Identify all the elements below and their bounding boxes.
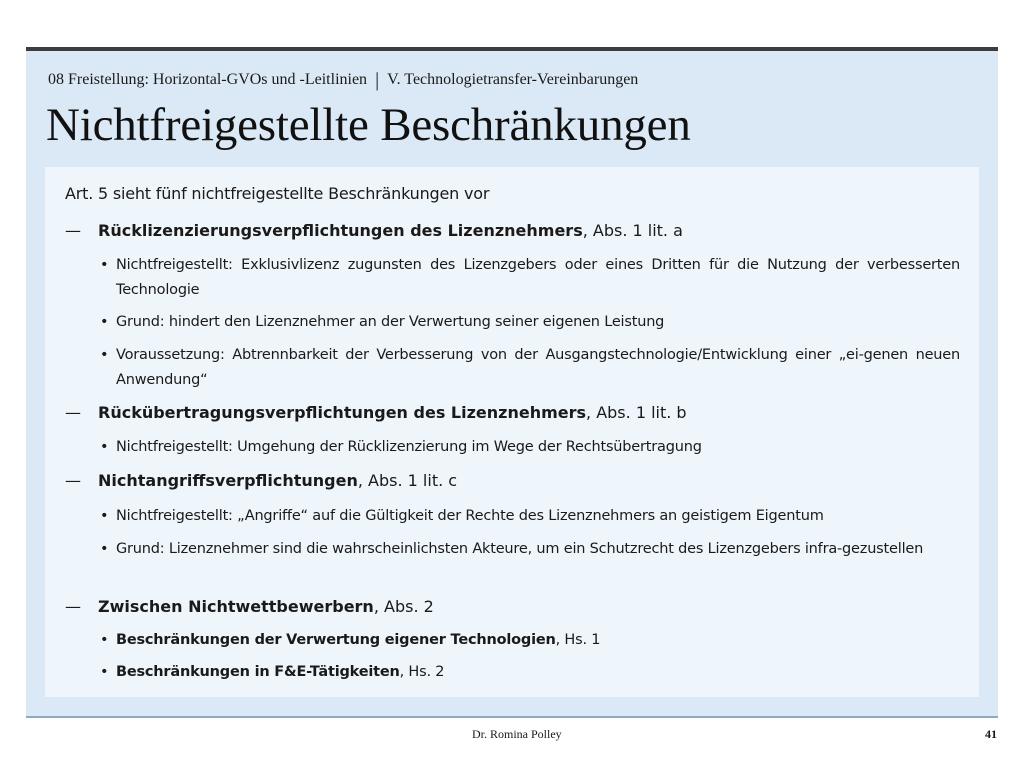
- bullet-marker: •: [100, 632, 109, 648]
- dash-marker: —: [65, 471, 81, 490]
- list-item-ref: , Hs. 2: [399, 664, 445, 680]
- list-item-ref: , Hs. 1: [555, 632, 601, 648]
- list-item: [100, 253, 960, 303]
- list-item: [100, 310, 960, 335]
- breadcrumb-separator: |: [375, 69, 380, 91]
- list-item: [100, 504, 960, 529]
- section-heading-4-bold: Zwischen Nichtwettbewerbern: [98, 597, 374, 616]
- list-item: [100, 435, 960, 460]
- section-heading-1-bold: Rücklizenzierungsverpflichtungen des Lizenznehmers: [98, 221, 583, 240]
- list-item-text: Voraussetzung: Abtrennbarkeit der Verbesserung von der Ausgangstechnologie/Entwicklung einer „ei-genen neuen Anwendung“: [116, 347, 960, 388]
- list-item-text: Nichtfreigestellt: „Angriffe“ auf die Gültigkeit der Rechte des Lizenznehmers an geistigem Eigentum: [116, 508, 824, 524]
- bullet-marker: •: [100, 347, 109, 363]
- dash-marker: —: [65, 221, 81, 240]
- content-box: [45, 167, 979, 697]
- section-heading-1-ref: , Abs. 1 lit. a: [582, 221, 683, 240]
- list-item-bold: Beschränkungen in F&E-Tätigkeiten: [116, 664, 400, 680]
- list-item-text: [116, 628, 960, 653]
- breadcrumb-section: 08 Freistellung: Horizontal-GVOs und -Leitlinien: [48, 71, 368, 88]
- list-item-text: Grund: Lizenznehmer sind die wahrscheinlichsten Akteure, um ein Schutzrecht des Lizenzgebers infra-gezustellen: [116, 541, 924, 557]
- breadcrumb: [48, 71, 638, 91]
- page-title: Nichtfreigestellte Beschränkungen: [46, 99, 691, 151]
- section-heading-2-ref: , Abs. 1 lit. b: [586, 403, 687, 422]
- section-heading-2: [65, 403, 687, 422]
- list-item-text: Grund: hindert den Lizenznehmer an der Verwertung seiner eigenen Leistung: [116, 314, 665, 330]
- page-number: 41: [985, 727, 997, 741]
- section-heading-4: [65, 597, 434, 616]
- bullet-marker: •: [100, 257, 109, 273]
- list-item: [100, 537, 960, 562]
- bullet-marker: •: [100, 541, 109, 557]
- section-heading-2-bold: Rückübertragungsverpflichtungen des Lizenznehmers: [98, 403, 587, 422]
- section-heading-3-bold: Nichtangriffsverpflichtungen: [98, 471, 358, 490]
- footer-author: Dr. Romina Polley: [472, 727, 562, 741]
- bottom-rule: [26, 716, 998, 718]
- dash-marker: —: [65, 597, 81, 616]
- section-heading-1: [65, 221, 683, 240]
- section-heading-4-ref: , Abs. 2: [373, 597, 434, 616]
- bullet-marker: •: [100, 439, 109, 455]
- section-heading-3-ref: , Abs. 1 lit. c: [357, 471, 458, 490]
- list-item-text: Nichtfreigestellt: Exklusivlizenz zugunsten des Lizenzgebers oder eines Dritten für die Nutzung der verbesserten Technologie: [116, 257, 960, 298]
- list-item: [100, 628, 960, 653]
- breadcrumb-subsection: V. Technologietransfer-Vereinbarungen: [387, 71, 639, 88]
- bullet-marker: •: [100, 314, 109, 330]
- dash-marker: —: [65, 403, 81, 422]
- bullet-marker: •: [100, 664, 109, 680]
- section-heading-3: [65, 471, 457, 490]
- list-item-text: Nichtfreigestellt: Umgehung der Rücklizenzierung im Wege der Rechtsübertragung: [116, 439, 702, 455]
- intro-text: Art. 5 sieht fünf nichtfreigestellte Beschränkungen vor: [65, 184, 490, 203]
- bullet-marker: •: [100, 508, 109, 524]
- list-item-text: [116, 660, 960, 685]
- list-item: [100, 343, 960, 393]
- list-item-bold: Beschränkungen der Verwertung eigener Technologien: [116, 632, 556, 648]
- list-item: [100, 660, 960, 685]
